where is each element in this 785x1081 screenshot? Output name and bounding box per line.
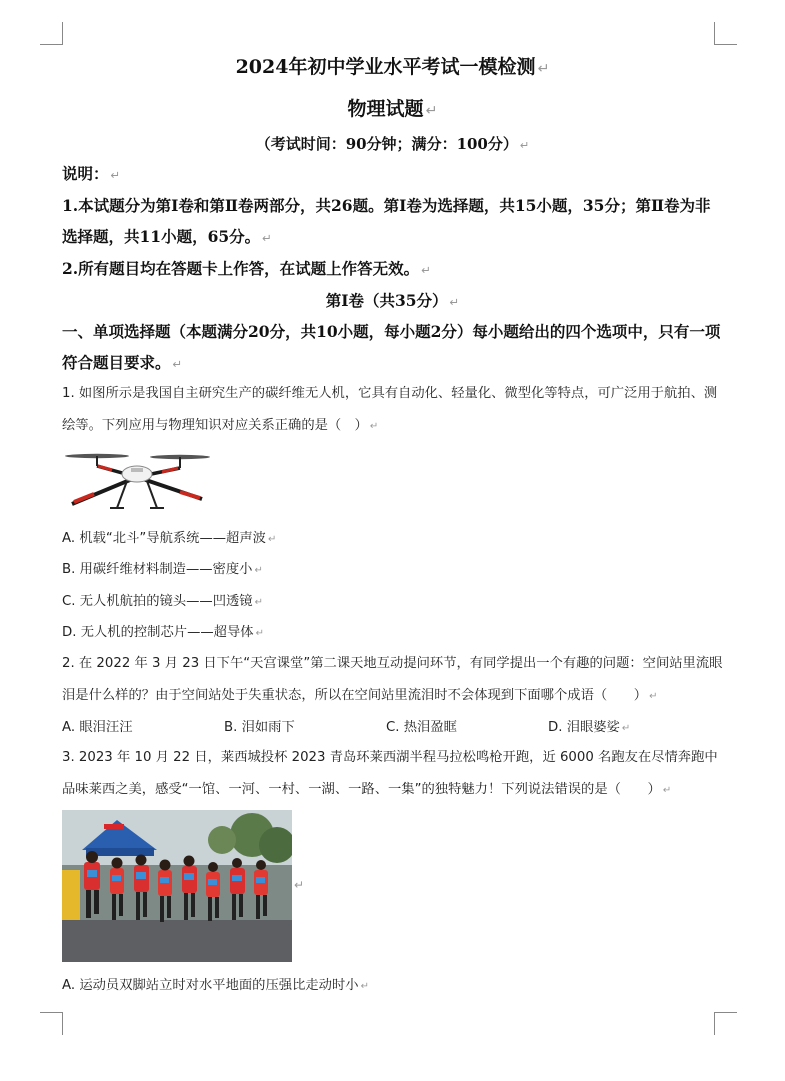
document-subtitle [0, 94, 785, 121]
option-text: C. 无人机航拍的镜头——凹透镜 [62, 594, 253, 609]
option-text: A. 机载“北斗”导航系统——超声波 [62, 531, 266, 546]
paragraph-mark: ↵ [110, 168, 121, 182]
question-3-option-a [62, 976, 369, 997]
notes-label [62, 158, 722, 191]
option-text: D. 无人机的控制芯片——超导体 [62, 625, 254, 640]
paragraph-mark: ↵ [254, 597, 263, 608]
photo-road [62, 920, 292, 962]
drone-gps [131, 468, 143, 472]
question-3-stem-text: 3. 2023 年 10 月 22 日，莱西城投杯 2023 青岛环莱西湖半程马拉松鸣枪开跑，近 6000 名跑友在尽情奔跑中品味莱西之美，感受“一馆、一河、一村、一湖、一路、一集”的独特魅力！下列说法错误的是（ ） [62, 750, 718, 797]
section-title [0, 285, 785, 318]
paragraph-mark: ↵ [537, 61, 550, 77]
question-1-option-b [62, 560, 263, 581]
question-2-option-a [62, 716, 133, 735]
question-1-stem-text: 1. 如图所示是我国自主研究生产的碳纤维无人机，它具有自动化、轻量化、微型化等特点，可广泛用于航拍、测绘等。下列应用与物理知识对应关系正确的是（ ） [62, 386, 718, 433]
document-title [0, 52, 785, 79]
question-2-option-c [386, 716, 457, 735]
part-1-heading-text: 一、单项选择题（本题满分20分，共10小题，每小题2分）每小题给出的四个选项中，只有一项符合题目要求。 [62, 322, 721, 372]
option-text: C. 热泪盈眶 [386, 720, 457, 735]
paragraph-mark: ↵ [621, 723, 631, 734]
corner-mark-top-right [714, 22, 737, 45]
exam-info [0, 133, 785, 154]
note-1-text: 1.本试题分为第Ⅰ卷和第Ⅱ卷两部分，共26题。第Ⅰ卷为选择题，共15小题，35分；第Ⅱ卷为非选择题，共11小题，65分。 [62, 196, 711, 246]
corner-mark-bottom-right [714, 1012, 737, 1035]
question-1-option-d [62, 623, 264, 644]
paragraph-mark: ↵ [519, 139, 530, 152]
paragraph-mark: ↵ [254, 565, 263, 576]
paragraph-mark: ↵ [360, 981, 369, 992]
question-1-stem [62, 378, 724, 442]
question-2-stem-text: 2. 在 2022 年 3 月 23 日下午“天宫课堂”第二课天地互动提问环节，有同学提出一个有趣的问题：空间站里流眼泪是什么样的？由于空间站处于失重状态，所以在空间站里流泪时不会体现到下面哪个成语（ ） [62, 656, 723, 703]
question-2-option-d [548, 716, 630, 735]
question-2-option-b [224, 716, 295, 735]
exam-info-text: （考试时间：90分钟；满分：100分） [255, 135, 518, 153]
note-2 [62, 253, 722, 286]
note-1 [62, 190, 722, 254]
corner-mark-top-left [40, 22, 63, 45]
paragraph-mark: ↵ [662, 784, 672, 796]
paragraph-mark: ↵ [649, 690, 658, 702]
photo-barrier [62, 870, 80, 920]
note-2-text: 2.所有题目均在答题卡上作答，在试题上作答无效。 [62, 259, 420, 278]
option-text: B. 泪如雨下 [224, 720, 295, 735]
notes-label-text: 说明： [62, 164, 109, 183]
paragraph-mark: ↵ [449, 295, 460, 309]
question-3-stem [62, 742, 724, 806]
question-1-option-a [62, 529, 276, 550]
paragraph-mark: ↵ [421, 263, 431, 277]
paragraph-mark: ↵ [425, 103, 438, 119]
part-1-heading [62, 316, 722, 380]
carbon-fiber-drone-image [62, 444, 212, 514]
paragraph-mark: ↵ [255, 628, 264, 639]
option-text: D. 泪眼婆娑 [548, 720, 620, 735]
option-text: A. 眼泪汪汪 [62, 720, 133, 735]
paragraph-mark: ↵ [267, 534, 277, 545]
section-title-text: 第Ⅰ卷（共35分） [325, 291, 448, 310]
option-text: B. 用碳纤维材料制造——密度小 [62, 562, 253, 577]
document-subtitle-text: 物理试题 [347, 98, 424, 120]
paragraph-mark: ↵ [369, 420, 379, 432]
question-2-stem [62, 648, 724, 712]
marathon-runners-photo [62, 810, 292, 962]
document-title-text: 2024年初中学业水平考试一模检测 [235, 56, 536, 78]
paragraph-mark: ↵ [172, 357, 183, 371]
paragraph-mark: ↵ [262, 231, 272, 245]
paragraph-mark: ↵ [294, 878, 305, 892]
corner-mark-bottom-left [40, 1012, 63, 1035]
question-1-option-c [62, 592, 263, 613]
option-text: A. 运动员双脚站立时对水平地面的压强比走动时小 [62, 978, 359, 993]
